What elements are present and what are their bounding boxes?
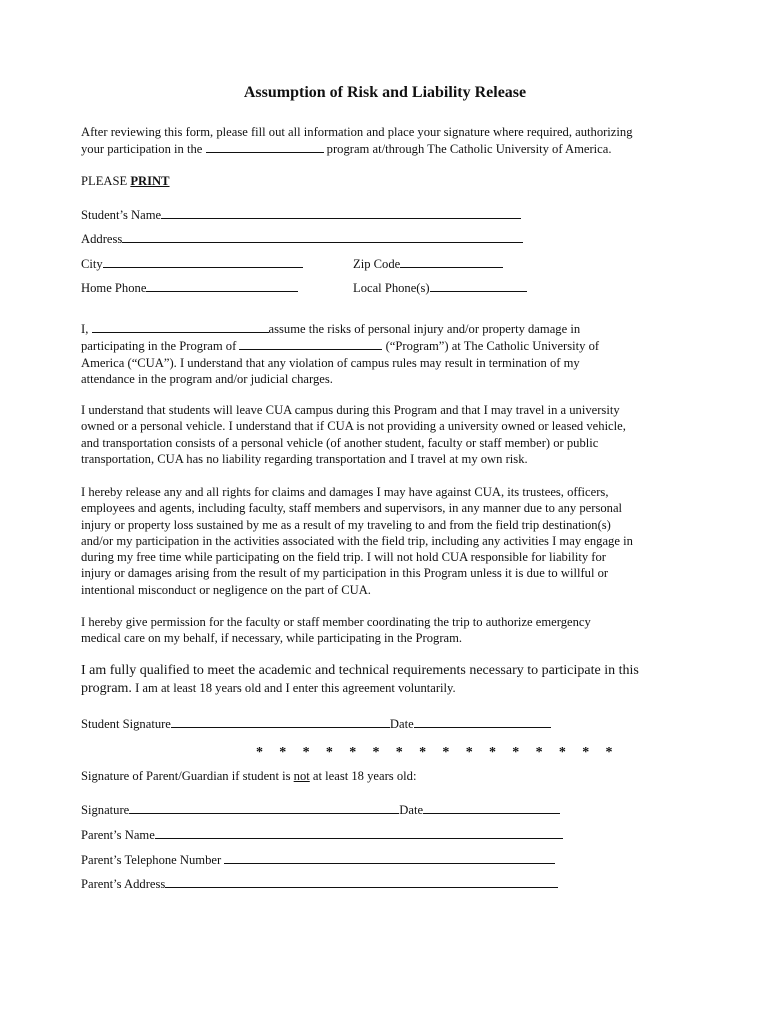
assumption-paragraph: [81, 320, 696, 387]
student-name-label: Student’s Name: [81, 208, 162, 222]
address-field: [81, 230, 523, 247]
para3-line: injury or property loss sustained by me as a result of my traveling to and from the field trip destination(s): [81, 517, 611, 532]
home-phone-label: Home Phone: [81, 281, 147, 295]
parent-signature-label: Signature: [81, 803, 130, 817]
address-label: Address: [81, 232, 123, 246]
parent-name-row: [81, 826, 563, 843]
local-phone-field: [353, 279, 527, 296]
para1-line4: attendance in the program and/or judicial charges.: [81, 371, 333, 386]
address-input[interactable]: [122, 230, 523, 243]
para4-line: I hereby give permission for the faculty or staff member coordinating the trip to authorize emergency: [81, 615, 591, 629]
intro-line-2: [81, 140, 611, 157]
para1-i: I,: [81, 322, 89, 336]
student-date-label: Date: [389, 717, 414, 731]
parent-heading-a: Signature of Parent/Guardian if student is: [81, 769, 291, 783]
parent-phone-input[interactable]: [224, 851, 555, 864]
para2-line: owned or a personal vehicle. I understand that if CUA is not providing a university owned or leased vehicle,: [81, 419, 626, 434]
city-field: [81, 255, 303, 272]
parent-name-label: Parent’s Name: [81, 828, 155, 842]
parent-date-label: Date: [399, 803, 424, 817]
student-signature-input[interactable]: [171, 715, 390, 728]
student-name-input[interactable]: [161, 206, 521, 219]
please-print: [81, 173, 170, 189]
para1-line2-text-a: participating in the Program of: [81, 339, 237, 354]
para3-line: employees and agents, including faculty, staff members and supervisors, in any manner due to any personal: [81, 501, 623, 516]
para5-line2-b: I am at least 18 years old and I enter this agreement voluntarily.: [135, 681, 456, 695]
parent-heading-b: at least 18 years old:: [312, 769, 417, 783]
page-title: Assumption of Risk and Liability Release: [243, 84, 527, 101]
student-name-field: [81, 206, 521, 223]
zip-input[interactable]: [400, 255, 503, 268]
para1-line1-text: assume the risks of personal injury and/or property damage in: [268, 322, 581, 336]
transportation-paragraph: [81, 402, 696, 467]
release-paragraph: [81, 484, 696, 598]
medical-consent-paragraph: [81, 614, 696, 647]
please-label: PLEASE: [81, 174, 128, 188]
para3-line: intentional misconduct or negligence on the part of CUA.: [81, 582, 371, 597]
para2-line: transportation, CUA has no liability regarding transportation and I travel at my own risk.: [81, 451, 528, 466]
parent-address-label: Parent’s Address: [81, 877, 166, 891]
intro-text-b: program at/through The Catholic University of America.: [326, 142, 612, 156]
intro-line-1: After reviewing this form, please fill out all information and place your signature where required, authorizing: [81, 125, 633, 139]
home-phone-field: [81, 279, 298, 296]
parent-heading-not: not: [293, 769, 310, 783]
para1-line3: America (“CUA”). I understand that any violation of campus rules may result in termination of my: [81, 355, 580, 370]
student-signature-row: [81, 715, 551, 732]
parent-section-heading: [81, 768, 416, 784]
parent-date-input[interactable]: [423, 801, 560, 814]
parent-phone-label: Parent’s Telephone Number: [81, 853, 222, 867]
parent-address-input[interactable]: [165, 875, 558, 888]
parent-signature-input[interactable]: [129, 801, 399, 814]
para5-line2-a: program.: [81, 681, 132, 696]
zip-field: [353, 255, 503, 272]
program-of-blank[interactable]: [239, 337, 382, 350]
para5-line1: I am fully qualified to meet the academic and technical requirements necessary to participate in this: [81, 663, 639, 678]
zip-label: Zip Code: [353, 257, 401, 271]
para3-line: during my free time while participating on the field trip. I will not hold CUA responsible for liability for: [81, 550, 606, 565]
local-phone-label: Local Phone(s): [353, 281, 430, 295]
para2-line: and transportation consists of a personal vehicle (of another student, faculty or staff member) or public: [81, 435, 599, 450]
local-phone-input[interactable]: [430, 279, 527, 292]
qualification-paragraph: [81, 662, 696, 698]
para3-line: injury or damages arising from the result of my participation in this Program unless it is due to willful or: [81, 566, 609, 581]
section-separator: * * * * * * * * * * * * * * * *: [256, 745, 619, 760]
para3-line: and/or my participation in the activities associated with the field trip, including any activities I may engage in: [81, 533, 633, 548]
participant-name-blank[interactable]: [92, 320, 269, 333]
student-date-input[interactable]: [414, 715, 551, 728]
intro-text-a: your participation in the: [81, 142, 203, 156]
para2-line: I understand that students will leave CUA campus during this Program and that I may travel in a university: [81, 403, 620, 417]
city-label: City: [81, 257, 103, 271]
home-phone-input[interactable]: [146, 279, 298, 292]
city-input[interactable]: [103, 255, 303, 268]
parent-name-input[interactable]: [155, 826, 563, 839]
para4-line: medical care on my behalf, if necessary, while participating in the Program.: [81, 631, 463, 646]
parent-signature-row: [81, 801, 560, 818]
print-label: PRINT: [130, 174, 170, 188]
para3-line: I hereby release any and all rights for claims and damages I may have against CUA, its trustees, officers,: [81, 485, 609, 499]
student-signature-label: Student Signature: [81, 717, 171, 731]
program-name-blank[interactable]: [206, 140, 324, 153]
parent-address-row: [81, 875, 558, 892]
parent-phone-row: [81, 851, 555, 868]
para1-line2-text-b: (“Program”) at The Catholic University of: [385, 339, 600, 354]
